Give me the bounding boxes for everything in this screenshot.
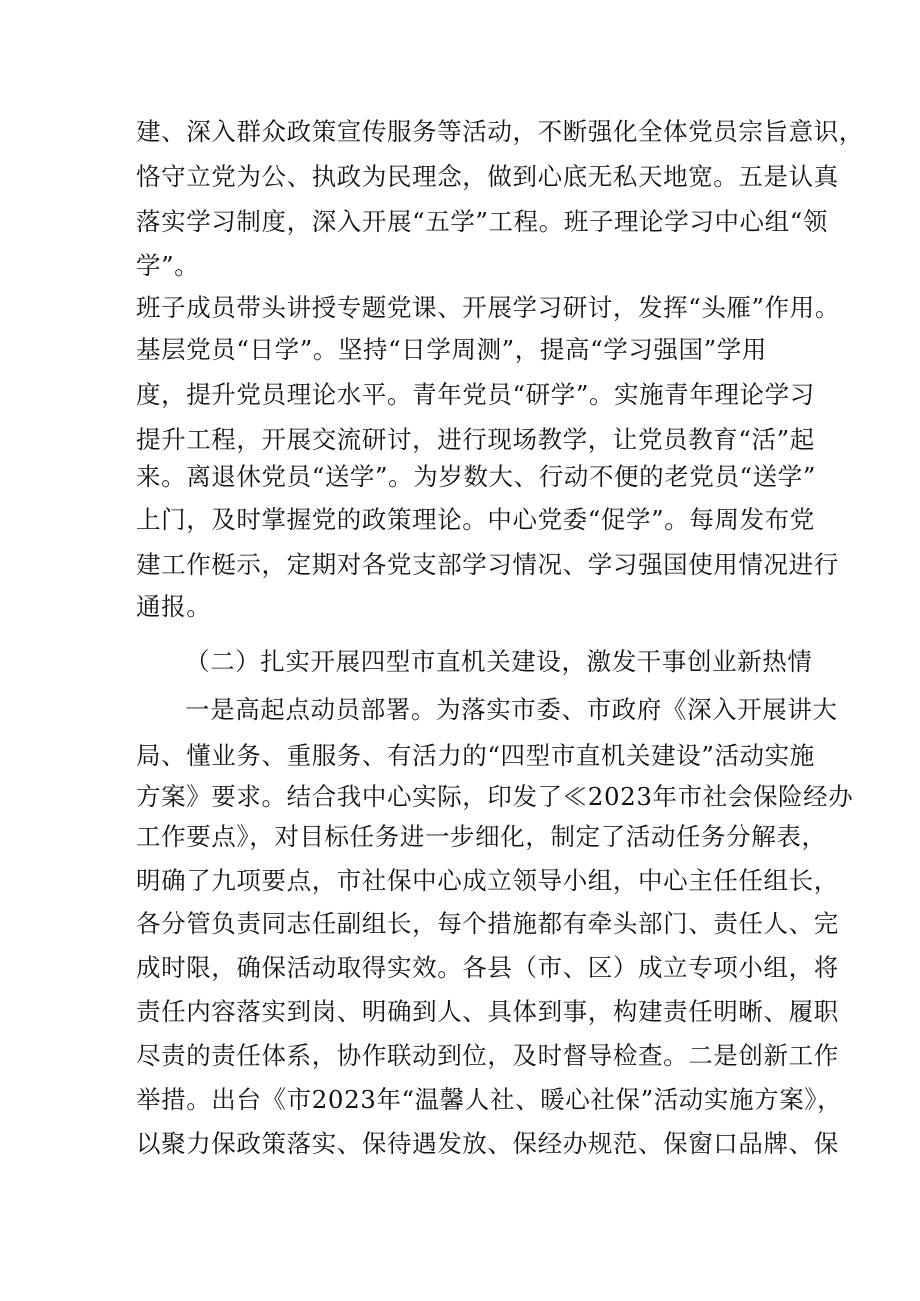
text-line: 来。离退休党员“送学”。为岁数大、行动不便的老党员“送学”	[136, 462, 816, 491]
text-line: 以聚力保政策落实、保待遇发放、保经办规范、保窗口品牌、保	[136, 1129, 839, 1158]
text-line: 建工作梃示，定期对各党支部学习情况、学习强国使用情况进行	[136, 550, 839, 579]
text-line: 建、深入群众政策宣传服务等活动，不断强化全体党员宗旨意识，	[136, 117, 864, 146]
text-line: 学”。	[136, 251, 200, 280]
section-heading: （二）扎实开展四型市直机关建设，激发干事创业新热情	[185, 647, 813, 676]
text-line: 局、懂业务、重服务、有活力的“四型市直机关建设”活动实施	[136, 741, 815, 770]
text-line: 责任内容落实到岗、明确到人、具体到事，构建责任明晰、履职	[136, 997, 839, 1026]
text-line: 上门，及时掌握党的政策理论。中心党委“促学”。每周发布党	[136, 505, 815, 534]
text-line: 班子成员带头讲授专题党课、开展学习研讨，发挥“头雁”作用。	[136, 293, 840, 322]
text-line: 明确了九项要点，市社保中心成立领导小组，中心主任任组长，	[136, 866, 839, 895]
text-line: 举措。出台《市2023年“温馨人社、暖心社保”活动实施方案》，	[136, 1085, 843, 1114]
text-line: 基层党员“日学”。坚持“日学周测”，提高“学习强国”学用	[136, 335, 767, 364]
text-line: 成时限，确保活动取得实效。各县（市、区）成立专项小组，将	[136, 953, 839, 982]
text-line: 各分管负责同志任副组长，每个措施都有牵头部门、责任人、完	[136, 909, 839, 938]
text-line: 度，提升党员理论水平。青年党员“研学”。实施青年理论学习	[136, 380, 815, 409]
text-line: 一是高起点动员部署。为落实市委、市政府《深入开展讲大	[185, 695, 838, 724]
text-line: 通报。	[136, 592, 212, 621]
text-line: 恪守立党为公、执政为民理念，做到心底无私天地宽。五是认真	[136, 162, 839, 191]
text-line: 提升工程，开展交流研讨，进行现场教学，让党员教育“活”起	[136, 425, 815, 454]
text-line: 落实学习制度，深入开展“五学”工程。班子理论学习中心组“领	[136, 207, 828, 236]
text-line: 尽责的责任体系，协作联动到位，及时督导检查。二是创新工作	[136, 1041, 839, 1070]
text-line: 工作要点》，对目标任务进一步细化，制定了活动任务分解表，	[136, 822, 827, 851]
text-line: 方案》要求。结合我中心实际，印发了≪2023年市社会保险经办	[136, 782, 854, 811]
